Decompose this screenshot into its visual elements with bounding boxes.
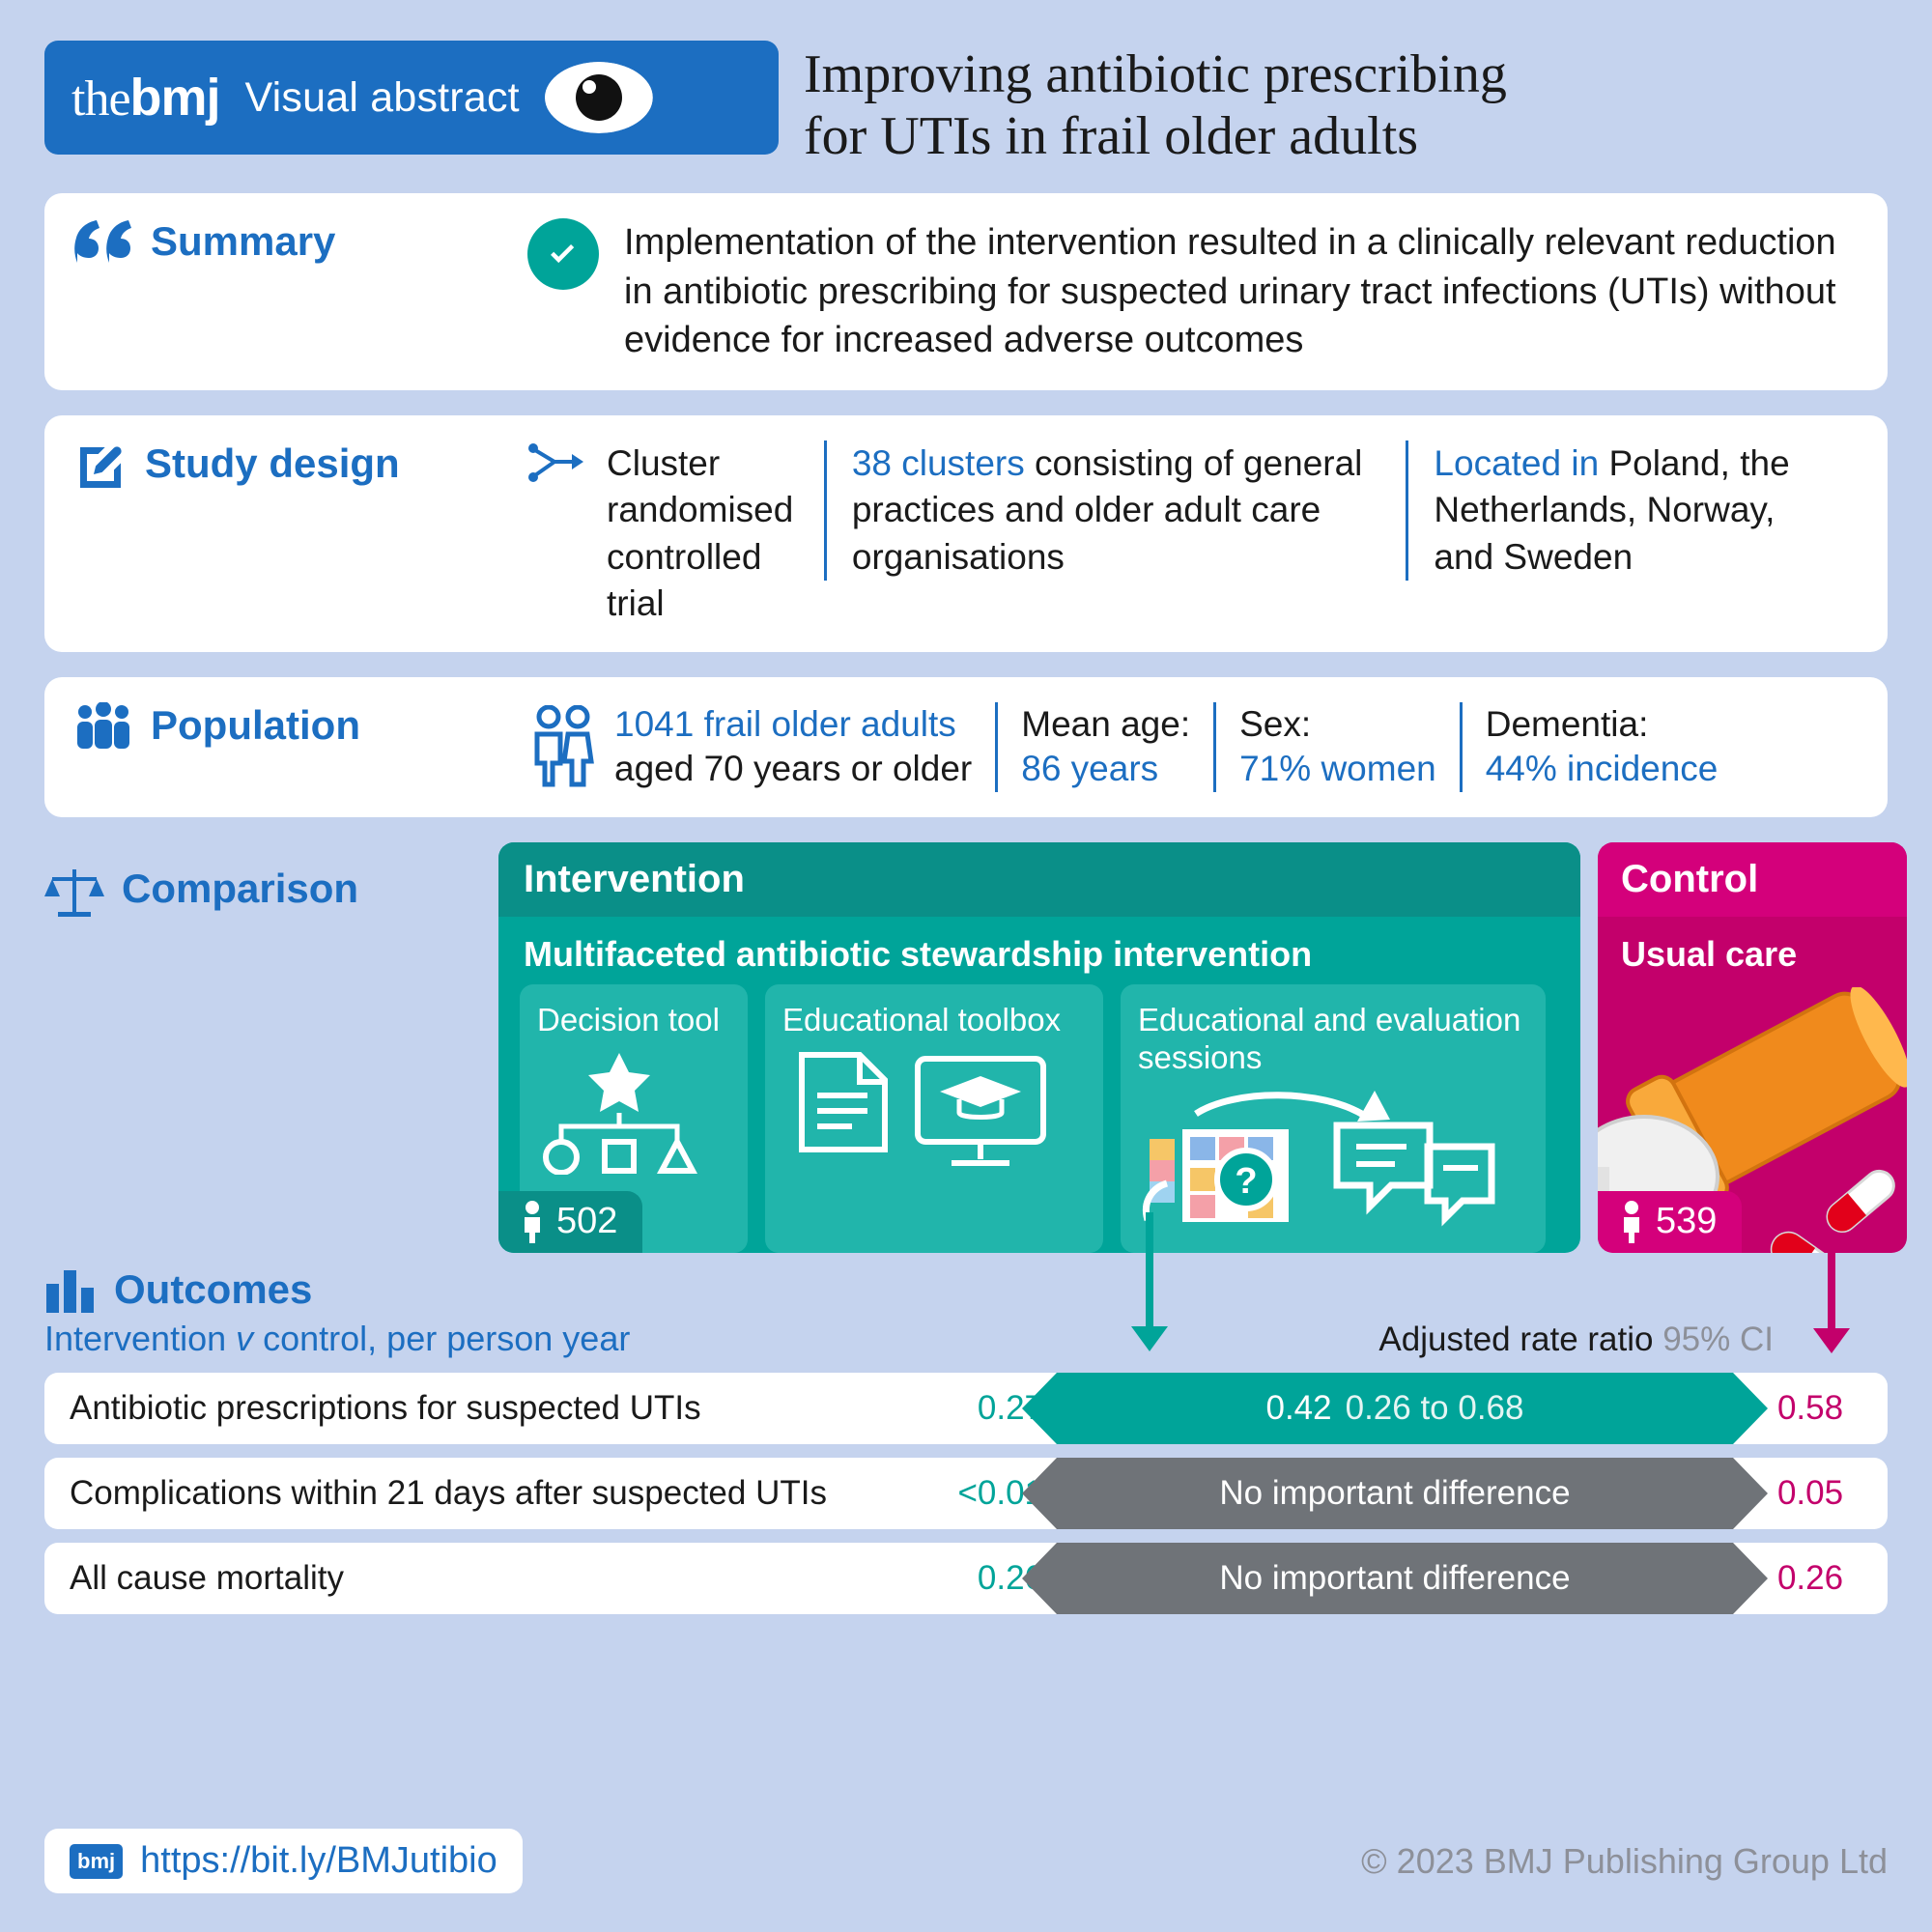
outcome-control-value: 0.05 <box>1776 1473 1844 1512</box>
control-arrow <box>1828 1232 1835 1353</box>
band-value: No important difference <box>1219 1558 1571 1597</box>
summary-label-text: Summary <box>151 217 336 264</box>
control-panel <box>1598 842 1907 1253</box>
band-value: No important difference <box>1219 1473 1571 1512</box>
mean-age-label: Mean age: <box>1021 703 1191 744</box>
population-count <box>527 702 995 792</box>
summary-label <box>73 218 527 366</box>
outcome-intervention-value: 0.26 <box>977 1558 1043 1597</box>
band-value: 0.42 <box>1265 1388 1332 1427</box>
cluster-icon <box>527 440 587 485</box>
visual-abstract-label: Visual abstract <box>244 73 520 121</box>
population-card <box>44 677 1888 817</box>
outcome-name: Antibiotic prescriptions for suspected UTIs <box>70 1388 701 1427</box>
study-design-col-3 <box>1406 440 1859 580</box>
bar-chart-icon <box>44 1266 97 1313</box>
two-people-icon <box>527 705 595 788</box>
population-count-desc: aged 70 years or older <box>614 749 973 789</box>
population-label <box>73 702 527 792</box>
study-design-col-1-text: Cluster randomised controlled trial <box>607 443 794 623</box>
outcomes-label-text: Outcomes <box>114 1265 313 1312</box>
population-mean-age <box>995 702 1213 792</box>
sex-label: Sex: <box>1239 703 1312 744</box>
bmj-mini-logo: bmj <box>70 1844 123 1879</box>
outcome-name: Complications within 21 days after suspected UTIs <box>70 1473 827 1512</box>
band-ci: 0.26 to 0.68 <box>1345 1388 1524 1427</box>
sex-value: 71% women <box>1239 749 1436 789</box>
decision-tree-icon <box>537 1049 730 1175</box>
study-design-col-2 <box>824 440 1406 580</box>
outcome-band <box>1057 1543 1733 1614</box>
control-n-value: 539 <box>1656 1201 1718 1242</box>
outcome-intervention-value: <0.01 <box>957 1473 1043 1512</box>
outcome-band <box>1057 1458 1733 1529</box>
population-count-value: 1041 frail older adults <box>614 703 956 744</box>
url-chip[interactable] <box>44 1829 523 1893</box>
outcomes-section <box>44 1266 1888 1614</box>
check-icon <box>527 218 599 290</box>
location-label: Located in <box>1434 443 1600 484</box>
intervention-heading: Intervention <box>498 842 1580 917</box>
page-title: Improving antibiotic prescribing for UTIs in frail older adults <box>804 44 1507 166</box>
dementia-label: Dementia: <box>1485 703 1649 744</box>
outcome-band <box>1057 1373 1733 1444</box>
article-url[interactable]: https://bit.ly/BMJutibio <box>140 1840 497 1881</box>
population-label-text: Population <box>151 701 360 748</box>
study-design-col-1 <box>527 440 824 626</box>
adjusted-rate-ratio-label: Adjusted rate ratio 95% CI <box>1378 1320 1774 1358</box>
table-row <box>44 1543 1888 1614</box>
location-list: Poland, the Netherlands, Norway, and Sweden <box>1434 443 1790 577</box>
population-sex <box>1213 702 1460 792</box>
intervention-tile-educational-toolbox <box>765 984 1103 1253</box>
outcomes-subtitle: Intervention v control, per person year <box>44 1318 631 1358</box>
intervention-n-value: 502 <box>556 1201 618 1242</box>
comparison-label <box>44 842 498 1253</box>
intervention-tile-sessions <box>1121 984 1546 1253</box>
intervention-arrow <box>1146 1212 1153 1351</box>
intervention-subheading: Multifaceted antibiotic stewardship intervention <box>524 933 1313 974</box>
scales-icon <box>44 866 104 918</box>
feedback-session-icon <box>1138 1087 1528 1232</box>
mean-age-value: 86 years <box>1021 749 1159 789</box>
study-design-label <box>73 440 527 626</box>
study-design-label-text: Study design <box>145 440 400 487</box>
control-subheading: Usual care <box>1621 933 1798 974</box>
pencil-edit-icon <box>73 440 128 495</box>
control-heading: Control <box>1598 842 1907 917</box>
people-group-icon <box>73 702 133 751</box>
dementia-value: 44% incidence <box>1485 749 1719 789</box>
header <box>44 41 1888 168</box>
outcomes-header <box>44 1266 1888 1313</box>
outcome-control-value: 0.58 <box>1776 1388 1844 1427</box>
control-n-badge <box>1598 1191 1742 1253</box>
table-row <box>44 1458 1888 1529</box>
bmj-logo: thebmj <box>71 69 220 127</box>
clusters-desc: consisting of general practices and older adult care organisations <box>851 443 1363 577</box>
outcome-control-value: 0.26 <box>1776 1558 1844 1597</box>
comparison-label-text: Comparison <box>122 865 359 911</box>
clusters-count: 38 clusters <box>851 443 1025 484</box>
intervention-panel <box>498 842 1580 1253</box>
tile-title: Educational toolbox <box>782 1001 1062 1037</box>
copyright-text: © 2023 BMJ Publishing Group Ltd <box>1361 1840 1888 1881</box>
comparison-section <box>44 842 1888 1253</box>
summary-card <box>44 193 1888 391</box>
outcome-intervention-value: 0.27 <box>977 1388 1043 1427</box>
tile-title: Decision tool <box>537 1001 720 1037</box>
eye-icon <box>545 62 653 133</box>
study-design-card <box>44 415 1888 651</box>
outcome-name: All cause mortality <box>70 1558 344 1597</box>
document-monitor-icon <box>782 1049 1086 1175</box>
summary-text: Implementation of the intervention resulted in a clinically relevant reduction in antibiotic prescribing for suspected urinary tract infections (UTIs) without evidence for increased adverse outcomes <box>624 221 1836 361</box>
population-dementia <box>1460 702 1742 792</box>
footer <box>44 1829 1888 1893</box>
svg-text:?: ? <box>1235 1160 1258 1202</box>
intervention-n-badge <box>498 1191 642 1253</box>
table-row <box>44 1373 1888 1444</box>
brand-bar <box>44 41 779 155</box>
tile-title: Educational and evaluation sessions <box>1138 1001 1521 1075</box>
quote-icon <box>73 218 133 267</box>
